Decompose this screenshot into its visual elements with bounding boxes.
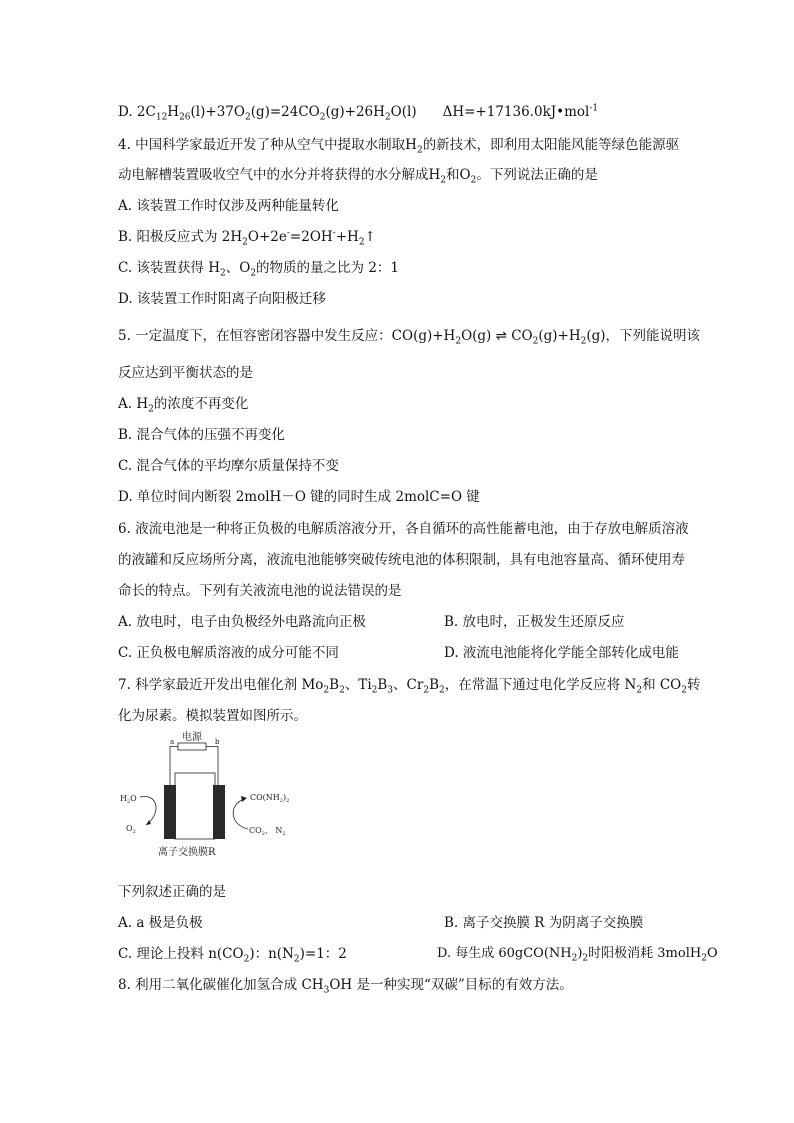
q6-option-c: C. 正负极电解质溶液的成分可能不同 xyxy=(118,645,339,661)
left-reactant-h2o: $H_2O$ xyxy=(120,794,137,805)
q7-stem-line2: 化为尿素。模拟装置如图所示。 xyxy=(118,708,307,724)
q5-option-a: A. $H_2$的浓度不再变化 xyxy=(118,396,249,415)
right-product-urea: $CO(NH_2)_2$ xyxy=(250,793,290,804)
q7-stem-line1: 7. 科学家最近开发出电催化剂 $Mo_2B_2$、$Ti_2B_3$、$Cr_2B_2$，在常温下通过电化学反应将 $N_2$和 $CO_2$转 xyxy=(118,677,701,696)
q5-stem-line1: 5. 一定温度下，在恒容密闭容器中发生反应：$CO(g)+H_2O(g)$ ⇌ $CO_2(g)+H_2(g)$，下列能说明该 xyxy=(118,328,701,347)
q8-stem: 8. 利用二氧化碳催化加氢合成 $CH_3OH$ 是一种实现“双碳”目标的有效方法。 xyxy=(118,977,573,996)
q7-prompt: 下列叙述正确的是 xyxy=(118,884,226,900)
right-arrowhead-icon xyxy=(241,796,247,802)
right-electrode xyxy=(213,785,225,839)
q5-option-b: B. 混合气体的压强不再变化 xyxy=(118,427,286,443)
q6-stem-line3: 命长的特点。下列有关液流电池的说法错误的是 xyxy=(118,583,402,599)
right-arrow-icon xyxy=(233,799,248,829)
q5-option-c: C. 混合气体的平均摩尔质量保持不变 xyxy=(118,458,339,474)
electrolysis-cell-diagram xyxy=(118,729,318,881)
terminal-a-label: a xyxy=(170,738,175,746)
q4-option-a: A. 该装置工作时仅涉及两种能量转化 xyxy=(118,198,339,214)
q4-option-d: D. 该装置工作时阳离子向阳极迁移 xyxy=(118,291,326,307)
q6-option-b: B. 放电时，正极发生还原反应 xyxy=(444,614,625,630)
terminal-b-label: b xyxy=(215,738,220,746)
left-electrode xyxy=(164,785,176,839)
q6-option-a: A. 放电时，电子由负极经外电路流向正极 xyxy=(118,614,366,630)
q5-option-d: D. 单位时间内断裂 2molH－O 键的同时生成 2molC=O 键 xyxy=(118,489,480,505)
q7-option-b: B. 离子交换膜 R 为阴离子交换膜 xyxy=(444,915,644,931)
q6-option-d: D. 液流电池能将化学能全部转化成电能 xyxy=(444,645,679,661)
q7-option-c: C. 理论上投料 $n(CO_2)$：$n(N_2)=1$：2 xyxy=(118,946,347,965)
electrolytic-cell xyxy=(175,773,215,839)
q7-option-d: D. 每生成 $60gCO(NH_2)_2$时阳极消耗 3molH$_2$O xyxy=(437,946,718,964)
q7-option-a: A. a 极是负极 xyxy=(118,915,203,931)
q3-option-d: D. $2C_{12}H_{26}(l)+37O_2(g)=24CO_2(g)+26H_2O(l)$ ΔH=+17136.0kJ•mol$^{-1}$ xyxy=(118,103,599,123)
power-supply-box xyxy=(178,743,206,750)
q5-stem-line2: 反应达到平衡状态的是 xyxy=(118,365,253,381)
right-reactants-co2-n2: $CO_2$、 $N_2$ xyxy=(249,826,286,837)
q4-stem-line2: 动电解槽装置吸收空气中的水分并将获得的水分解成$H_2$和$O_2$。下列说法正确的是 xyxy=(118,167,598,186)
q6-stem-line2: 的液罐和反应场所分离，液流电池能够突破传统电池的体积限制，具有电池容量高、循环使用寿 xyxy=(118,552,685,568)
equilibrium-arrow-icon: ⇌ xyxy=(495,328,507,344)
membrane-label: 离子交换膜R xyxy=(158,847,216,858)
left-product-o2: $O_2$ xyxy=(126,824,136,835)
q6-stem-line1: 6. 液流电池是一种将正负极的电解质溶液分开，各自循环的高性能蓄电池，由于存放电解质溶液 xyxy=(118,521,689,537)
left-arrow-icon xyxy=(140,796,156,825)
q4-option-c: C. 该装置获得 $H_2$、$O_2$的物质的量之比为 2：1 xyxy=(118,260,400,279)
power-supply-label: 电源 xyxy=(182,732,202,743)
q4-stem-line1: 4. 中国科学家最近开发了种从空气中提取水制取$H_2$的新技术，即利用太阳能风能等绿色能源驱 xyxy=(118,137,680,156)
q4-option-b: B. 阳极反应式为 $2H_2O+2e^-=2OH^-+H_2↑$ xyxy=(118,228,376,248)
